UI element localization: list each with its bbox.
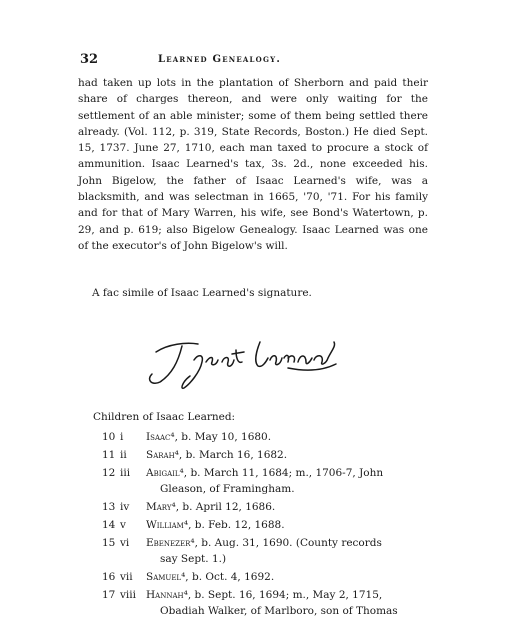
child-entry: [0, 431, 506, 449]
child-name: Sarah⁴: [146, 449, 179, 461]
child-details: , b. Sept. 16, 1694; m., May 2, 1715,: [187, 589, 383, 601]
child-text: [146, 467, 383, 479]
child-roman-numeral: i: [120, 431, 124, 443]
child-text: [146, 501, 275, 513]
child-roman-numeral: v: [120, 519, 126, 531]
child-entry: [0, 467, 506, 495]
child-entry: [0, 501, 506, 519]
page-number: 32: [80, 52, 99, 67]
child-text: [146, 589, 382, 601]
child-name: William⁴: [146, 519, 189, 531]
child-details: , b. Oct. 4, 1692.: [185, 571, 275, 583]
child-entry: [0, 571, 506, 589]
child-entry: [0, 589, 506, 617]
child-name: Mary⁴: [146, 501, 176, 513]
child-details: , b. May 10, 1680.: [174, 431, 272, 443]
child-roman-numeral: vi: [120, 537, 130, 549]
child-number: 15: [102, 537, 116, 549]
child-details: , b. Feb. 12, 1688.: [188, 519, 285, 531]
child-number: 11: [102, 449, 116, 461]
child-number: 14: [102, 519, 116, 531]
child-number: 13: [102, 501, 116, 513]
child-details: , b. March 16, 1682.: [178, 449, 288, 461]
child-number: 16: [102, 571, 116, 583]
child-number: 12: [102, 467, 116, 479]
child-continuation: Obadiah Walker, of Marlboro, son of Thomas: [160, 605, 398, 617]
child-details: , b. March 11, 1684; m., 1706-7, John: [183, 467, 384, 479]
child-text: [146, 449, 287, 461]
child-name: Samuel⁴: [146, 571, 186, 583]
child-text: [146, 519, 285, 531]
child-details: , b. Aug. 31, 1690. (County records: [194, 537, 382, 549]
child-details: , b. April 12, 1686.: [175, 501, 276, 513]
child-entry: [0, 449, 506, 467]
child-name: Isaac⁴: [146, 431, 175, 443]
child-number: 17: [102, 589, 116, 601]
child-text: [146, 571, 274, 583]
child-name: Hannah⁴: [146, 589, 188, 601]
child-text: [146, 431, 271, 443]
child-roman-numeral: vii: [120, 571, 133, 583]
signature-image: [138, 322, 348, 397]
child-number: 10: [102, 431, 116, 443]
body-paragraph: [78, 75, 428, 254]
child-roman-numeral: iii: [120, 467, 131, 479]
child-continuation: Gleason, of Framingham.: [160, 483, 295, 495]
child-continuation: say Sept. 1.): [160, 553, 227, 565]
child-entry: [0, 519, 506, 537]
children-heading: Children of Isaac Learned:: [93, 411, 236, 423]
child-text: [146, 537, 382, 549]
child-roman-numeral: ii: [120, 449, 127, 461]
paragraph-text: had taken up lots in the plantation of Sherborn and paid their share of charges thereon, and were only waiting for the settlement of an able minister; some of them being settled there already. (Vol. 112, p. 319, State Records, Boston.) He died Sept. 15, 1737. June 27, 1710, each man taxed to procure a stock of ammunition. Isaac Learned's tax, 3s. 2d., none exceeded his. John Bigelow, the father of Isaac Learned's wife, was a blacksmith, and was selectman in 1665, '70, '71. For his family and for that of Mary Warren, his wife, see Bond's Watertown, p. 29, and p. 619; also Bigelow Genealogy. Isaac Learned was one of the executor's of John Bigelow's will.: [78, 77, 428, 252]
child-roman-numeral: iv: [120, 501, 130, 513]
child-name: Abigail⁴: [146, 467, 184, 479]
running-head: Learned Genealogy.: [158, 54, 282, 65]
child-roman-numeral: viii: [120, 589, 137, 601]
child-name: Ebenezer⁴: [146, 537, 195, 549]
fac-simile-caption: A fac simile of Isaac Learned's signature.: [92, 287, 312, 299]
child-entry: [0, 537, 506, 565]
